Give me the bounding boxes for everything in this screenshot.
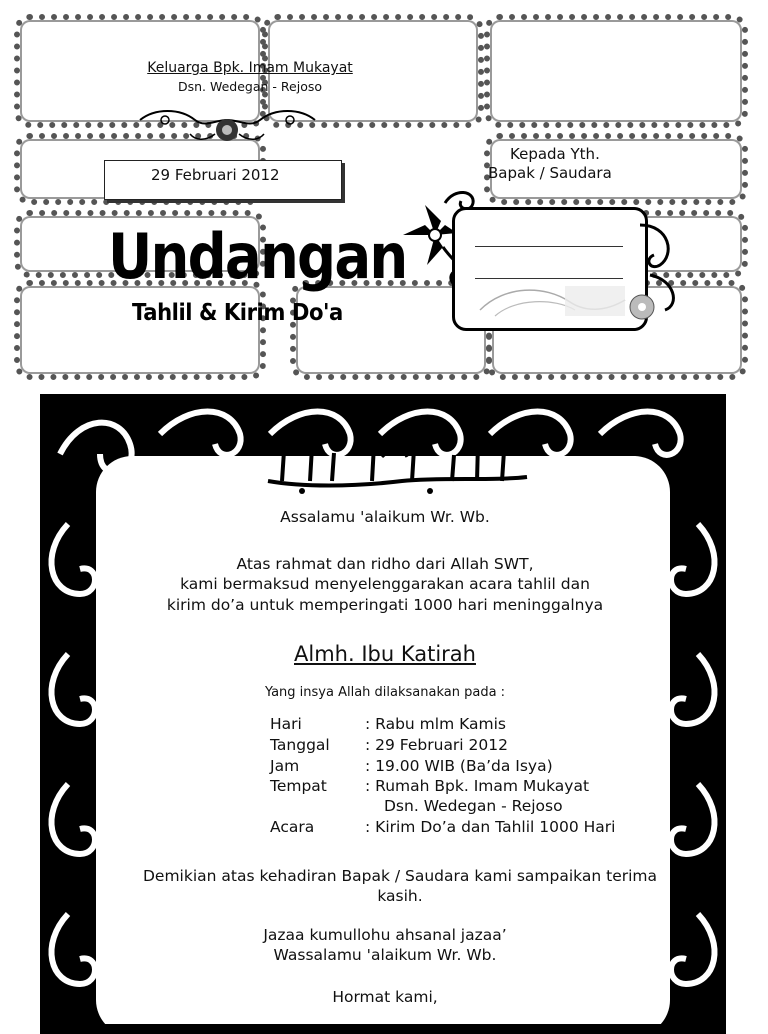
ornament-frame xyxy=(484,14,748,128)
recipient-address-card xyxy=(452,207,648,331)
sender-address: Dsn. Wedegan - Rejoso xyxy=(177,79,323,94)
greeting: Assalamu 'alaikum Wr. Wb. xyxy=(280,508,490,526)
closing-line: Demikian atas kehadiran Bapak / Saudara kami sampaikan terima xyxy=(142,867,658,885)
schedule-value: : 19.00 WIB (Ba’da Isya) xyxy=(365,757,553,775)
schedule-value: : 29 Februari 2012 xyxy=(365,736,508,754)
swirl-ornament-icon xyxy=(475,280,635,320)
schedule-value: Dsn. Wedegan - Rejoso xyxy=(384,797,563,815)
schedule-value: : Kirim Do’a dan Tahlil 1000 Hari xyxy=(365,818,616,836)
schedule-label: Tanggal xyxy=(270,736,330,754)
invitation-subtitle: Tahlil & Kirim Do'a xyxy=(132,300,343,326)
schedule-intro: Yang insya Allah dilaksanakan pada : xyxy=(264,685,506,700)
closing-line: kasih. xyxy=(377,887,423,905)
intro-line: kirim do’a untuk memperingati 1000 hari meninggalnya xyxy=(166,596,604,614)
ornament-frame xyxy=(14,280,266,380)
schedule-value: : Rumah Bpk. Imam Mukayat xyxy=(365,777,590,795)
address-line xyxy=(475,246,623,247)
schedule-label: Jam xyxy=(270,757,300,775)
deceased-name: Almh. Ibu Katirah xyxy=(294,642,476,666)
invitation-title: Undangan xyxy=(108,220,407,293)
sender-name: Keluarga Bpk. Imam Mukayat xyxy=(147,60,353,76)
schedule-label: Tempat xyxy=(270,777,327,795)
bismillah-calligraphy-icon xyxy=(262,437,534,497)
address-line xyxy=(475,278,623,279)
swirl-ornament-icon xyxy=(135,106,320,144)
recipient-heading: Kepada Yth. xyxy=(510,145,600,163)
schedule-label: Acara xyxy=(270,818,315,836)
prayer-line: Jazaa kumullohu ahsanal jazaa’ xyxy=(263,926,507,944)
schedule-label: Hari xyxy=(270,715,302,733)
recipient-subheading: Bapak / Saudara xyxy=(488,164,612,182)
regards-line: Hormat kami, xyxy=(332,988,438,1006)
event-date-box xyxy=(104,160,342,200)
intro-line: Atas rahmat dan ridho dari Allah SWT, xyxy=(236,555,534,573)
event-date: 29 Februari 2012 xyxy=(151,166,280,184)
farewell-line: Wassalamu 'alaikum Wr. Wb. xyxy=(273,946,497,964)
intro-line: kami bermaksud menyelenggarakan acara tahlil dan xyxy=(180,575,590,593)
flower-ornament-icon xyxy=(620,215,690,335)
schedule-value: : Rabu mlm Kamis xyxy=(365,715,506,733)
